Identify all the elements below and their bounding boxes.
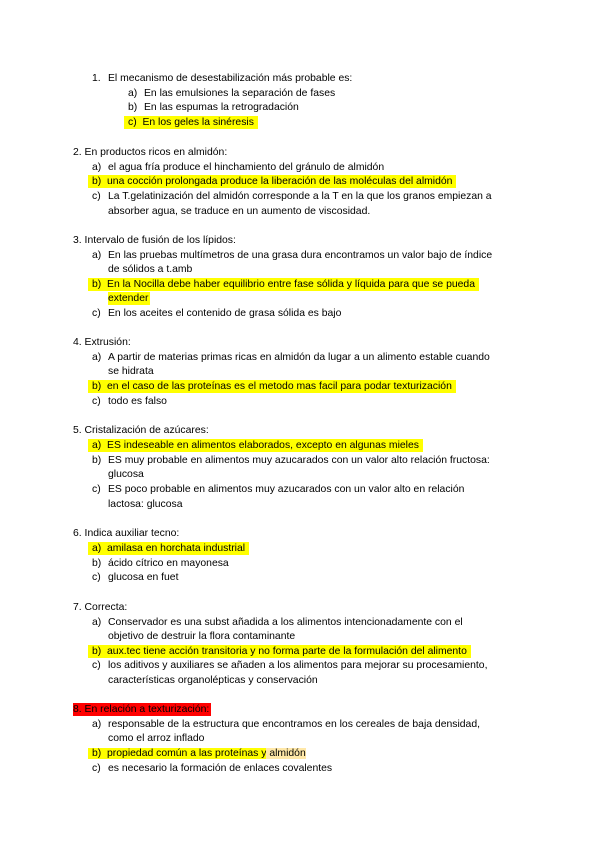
option-text: En las emulsiones la separación de fases [144, 88, 336, 99]
option-text: ES indeseable en alimentos elaborados, excepto en algunas mieles [107, 440, 419, 451]
option-text: A partir de materias primas ricas en almidón da lugar a un alimento estable cuando [108, 352, 490, 363]
option-label: c) [92, 572, 101, 583]
option-label: b) [92, 748, 102, 759]
option-text: En la Nocilla debe haber equilibrio entre fase sólida y líquida para que se pueda [107, 279, 475, 290]
option-text: En los geles la sinéresis [142, 117, 254, 128]
option-label: b) [92, 176, 102, 187]
option-highlighted [88, 645, 471, 658]
option-text: aux.tec tiene acción transitoria y no forma parte de la formulación del alimento [107, 646, 467, 657]
option-text-cont: absorber agua, se traduce en un aumento de viscosidad. [108, 206, 371, 217]
option-text: glucosa en fuet [108, 572, 179, 583]
option-label: a) [92, 617, 102, 628]
option-text: responsable de la estructura que encontramos en los cereales de baja densidad, [108, 719, 480, 730]
option-label: b) [92, 558, 102, 569]
option-label: a) [92, 543, 102, 554]
option-text: Conservador es una subst añadida a los alimentos intencionadamente con el [108, 617, 463, 628]
option-highlighted [88, 439, 423, 452]
option-text-cont: se hidrata [108, 366, 154, 377]
option-label: a) [92, 162, 102, 173]
option-label: b) [128, 102, 138, 113]
option-text: es necesario la formación de enlaces covalentes [108, 763, 333, 774]
option-label: a) [92, 352, 102, 363]
option-text: ES poco probable en alimentos muy azucarados con un valor alto en relación [108, 484, 465, 495]
question-title: 5. Cristalización de azúcares: [73, 425, 209, 436]
option-label: c) [92, 484, 101, 495]
option-highlighted [88, 380, 456, 393]
option-label: a) [92, 719, 102, 730]
question-title: 3. Intervalo de fusión de los lípidos: [73, 235, 236, 246]
question-title: El mecanismo de desestabilización más probable es: [108, 73, 353, 84]
option-text: En las espumas la retrogradación [144, 102, 299, 113]
option-text: propiedad común a las proteínas y [107, 748, 267, 759]
option-text-cont: características organolépticas y conservación [108, 675, 318, 686]
option-text: todo es falso [108, 396, 167, 407]
option-text: ácido cítrico en mayonesa [108, 558, 229, 569]
option-label: c) [92, 763, 101, 774]
option-label: c) [92, 396, 101, 407]
question-title: 2. En productos ricos en almidón: [73, 147, 228, 158]
option-label: a) [92, 250, 102, 261]
option-label: c) [128, 117, 137, 128]
option-text-cont: lactosa: glucosa [108, 499, 183, 510]
option-label: c) [92, 308, 101, 319]
option-highlighted [124, 116, 258, 129]
option-label: b) [92, 279, 102, 290]
question-title-highlighted: 8. En relación a texturización: [73, 704, 210, 715]
option-label: c) [92, 660, 101, 671]
question-title: 6. Indica auxiliar tecno: [73, 528, 180, 539]
option-text-cont: objetivo de destruir la flora contaminante [108, 631, 296, 642]
option-label: a) [128, 88, 138, 99]
option-highlighted [88, 747, 306, 760]
option-text-cont: como el arroz inflado [108, 733, 205, 744]
option-label: b) [92, 646, 102, 657]
option-text: amilasa en horchata industrial [107, 543, 246, 554]
option-text: En las pruebas multímetros de una grasa dura encontramos un valor bajo de índice [108, 250, 493, 261]
option-text: los aditivos y auxiliares se añaden a los alimentos para mejorar su procesamiento, [108, 660, 488, 671]
option-highlighted [88, 175, 456, 188]
option-text: una cocción prolongada produce la liberación de las moléculas del almidón [107, 176, 453, 187]
option-text-cont: de sólidos a t.amb [108, 264, 193, 275]
question-title: 7. Correcta: [73, 602, 128, 613]
option-label: b) [92, 455, 102, 466]
option-text: ES muy probable en alimentos muy azucarados con un valor alto relación fructosa: [108, 455, 490, 466]
option-text: La T.gelatinización del almidón corresponde a la T en la que los granos empiezan a [108, 191, 492, 202]
question-number: 1. [92, 73, 101, 84]
option-label: a) [92, 440, 102, 451]
option-text-secondary: almidón [266, 748, 306, 759]
option-text-cont: extender [108, 293, 149, 304]
option-label: b) [92, 381, 102, 392]
option-text: el agua fría produce el hinchamiento del gránulo de almidón [108, 162, 385, 173]
option-label: c) [92, 191, 101, 202]
option-highlighted [88, 278, 479, 291]
option-text: en el caso de las proteínas es el metodo mas facil para podar texturización [107, 381, 452, 392]
option-highlighted [88, 542, 249, 555]
question-title: 4. Extrusión: [73, 337, 131, 348]
option-text: En los aceites el contenido de grasa sólida es bajo [108, 308, 342, 319]
option-text-cont: glucosa [108, 469, 144, 480]
